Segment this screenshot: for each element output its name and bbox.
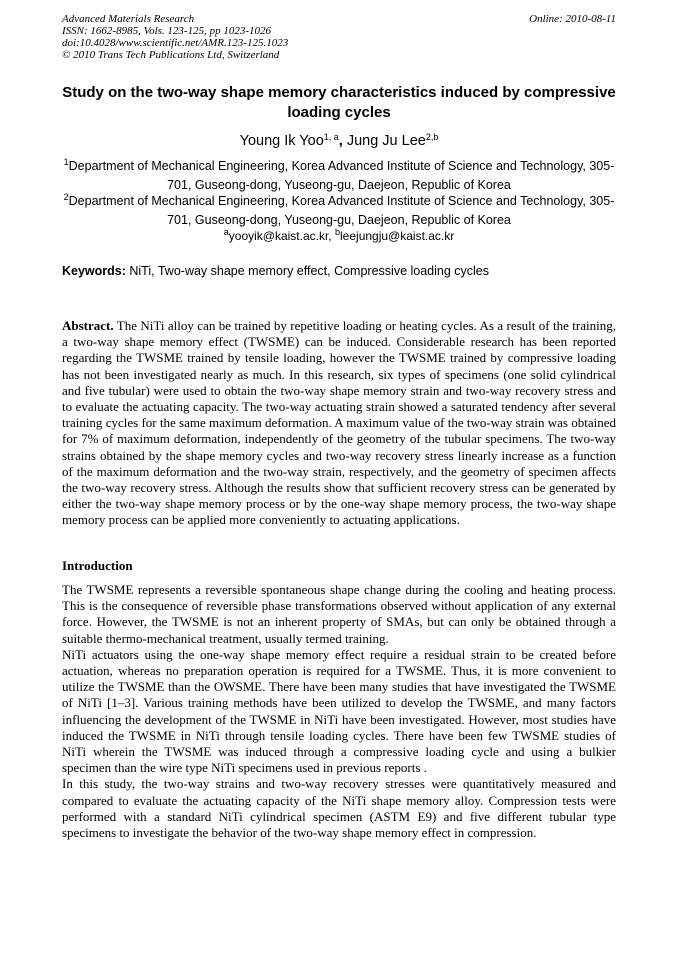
email-address: leejungju@kaist.ac.kr [340, 229, 455, 243]
author-separator: , [338, 133, 343, 149]
keywords [62, 262, 616, 280]
email-marker: a [223, 227, 229, 237]
author-affiliation-marker: 1, a [323, 132, 339, 142]
abstract-label: Abstract. [62, 318, 114, 333]
affiliation-1 [62, 157, 616, 195]
keywords-label: Keywords: [62, 264, 126, 278]
email-marker: b [335, 227, 341, 237]
affiliation-text: Department of Mechanical Engineering, Korea Advanced Institute of Science and Technology, 305-701, Guseong-dong, Yuseong-gu, Daejeon, Republic of Korea [68, 159, 615, 192]
author-list [62, 132, 616, 150]
author-emails [62, 227, 616, 245]
affiliation-marker: 2 [63, 192, 69, 202]
author-name: Young Ik Yoo [239, 133, 324, 149]
abstract-text: The NiTi alloy can be trained by repetitive loading or heating cycles. As a result of the training, a two-way shape memory effect (TWSME) can be induced. Considerable research has been reported regarding the TWSME trained by tensile loading, however the TWSME trained by compressive loading has not been investigated nearly as much. In this research, six types of specimens (one solid cylindrical and five tubular) were used to obtain the two-way shape memory strain and two-way recovery stress and to evaluate the actuating capacity. The two-way actuating strain showed a saturated tendency after several training cycles for the same maximum deformation. A maximum value of the two-way strain was obtained for 7% of maximum deformation, independently of the geometry of the tubular specimens. The two-way strains obtained by the shape memory cycles and two-way recovery stress linearly increase as a function of the maximum deformation and the two-way strain, respectively, and the geometry of specimen affects the two-way recovery stress. Although the results show that sufficient recovery stress can be generated by either the two-way shape memory process or by the one-way shape memory process, the two-way shape memory process can be applied more conveniently to actuating applications. [62, 318, 616, 528]
paragraph: NiTi actuators using the one-way shape memory effect require a residual strain to be created before actuation, whereas no preparation operation is required for a TWSME. Thus, it is more convenient to utilize the TWSME than the OWSME. There have been many studies that have investigated the TWSME of NiTi [1–3]. Various training methods have been utilized to develop the TWSME, and many factors influencing the development of the TWSME in NiTi have been investigated. However, most studies have induced the TWSME in NiTi through tensile loading cycles. There have been few TWSME studies of NiTi wherein the TWSME was induced through a compressive loading cycle and using a bulkier specimen than the wire type NiTi specimens used in previous reports . [62, 646, 616, 776]
paragraph: The TWSME represents a reversible spontaneous shape change during the cooling and heating process. This is the consequence of reversible phase transformations observed without application of any external force. However, the TWSME is not an inherent property of SMAs, but can only be obtained through a suitable thermo-mechanical treatment, usually termed training. [62, 582, 616, 646]
section-heading-introduction: Introduction [62, 558, 133, 573]
copyright-line: © 2010 Trans Tech Publications Ltd, Switzerland [62, 49, 280, 61]
abstract [62, 318, 616, 529]
keywords-text: NiTi, Two-way shape memory effect, Compressive loading cycles [125, 264, 490, 278]
author-name: Jung Ju Lee [342, 133, 426, 149]
author-affiliation-marker: 2,b [425, 132, 439, 142]
online-date: Online: 2010-08-11 [529, 13, 616, 25]
doi-line: doi:10.4028/www.scientific.net/AMR.123-125.1023 [62, 37, 289, 49]
affiliation-text: Department of Mechanical Engineering, Korea Advanced Institute of Science and Technology, 305-701, Guseong-dong, Yuseong-gu, Daejeon, Republic of Korea [68, 194, 615, 227]
journal-name: Advanced Materials Research [62, 13, 195, 25]
introduction-body [62, 582, 616, 841]
paper-title: Study on the two-way shape memory characteristics induced by compressive loading cycles [62, 84, 616, 121]
paragraph: In this study, the two-way strains and two-way recovery stresses were quantitatively measured and compared to evaluate the actuating capacity of the NiTi shape memory alloy. Compression tests were performed with a standard NiTi cylindrical specimen (ASTM E9) and five different tubular type specimens to investigate the behavior of the two-way shape memory effect in compression. [62, 776, 616, 841]
email-address: yooyik@kaist.ac.kr, [228, 229, 332, 243]
affiliation-marker: 1 [63, 157, 69, 167]
publication-header [62, 13, 616, 61]
issn-line: ISSN: 1662-8985, Vols. 123-125, pp 1023-1026 [62, 25, 271, 37]
affiliation-2 [62, 192, 616, 230]
